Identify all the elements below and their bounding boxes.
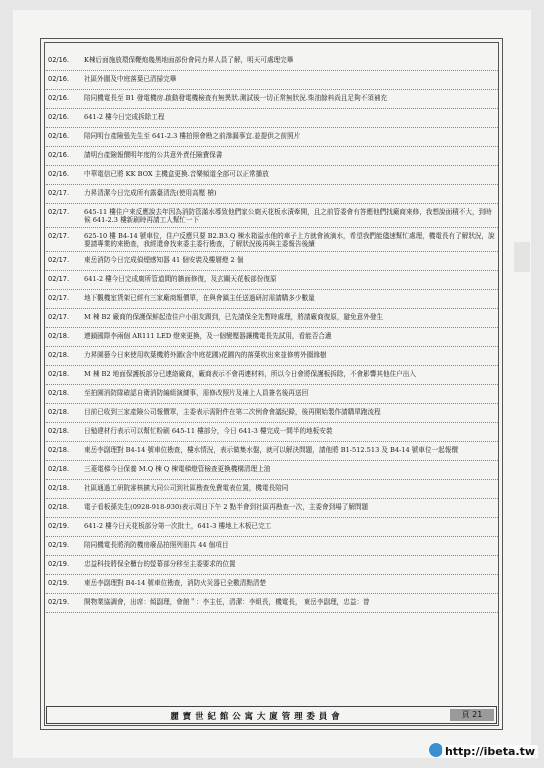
entry-date: 02/17. (48, 256, 70, 265)
entry-text: 社區外圍及中庭落葉已清掃完畢 (84, 75, 177, 83)
entry-date: 02/19. (48, 522, 70, 531)
entry-text: 至拍園消防隊確認自衛消防編組演練事，需修改照片及補上人員簽名後再送回 (84, 389, 309, 398)
entry-date: 02/17. (48, 208, 70, 216)
entry-date: 02/16. (48, 56, 70, 64)
entry-text: 開物業協調會，出席：傾副理，會館＂：李主任，清潔：李組長，機電長， 東岳李副理，忠益：曾 (84, 598, 370, 607)
committee-title: 麗寶世紀館公寓大廈管理委員會 (170, 711, 344, 721)
page-number: 頁 21 (450, 709, 494, 721)
entry-date: 02/18. (48, 389, 70, 398)
entry-text: M 棟 B2 地面保護板部分已連絡廠商，廠商表示不會再連材料，所以今日會將保護板拆除，不會影響其他住户出入 (84, 370, 416, 379)
entry-date: 02/19. (48, 541, 70, 550)
log-entry (46, 185, 498, 204)
entry-text: 625-10 樓 B4-14 號車位，住户反應只要 B2.B3.Q 棟水箱溢水他的車子上方就會被滴水，希望我們能儘速幫忙處理，機電長有了解狀況，說要請專業的來勘查，我經還會找來委主委行勘查，了解狀況後再與主委報告後續 (84, 232, 495, 249)
entry-date: 02/17. (48, 294, 70, 303)
entry-text: 641-2 樓今日完成拆除工程 (84, 113, 165, 121)
entry-text: 連鎖國際李兩個 AR111 LED 燈來更換，及一個變壓器讓機電長先試用，看能否合適 (84, 332, 332, 341)
log-entry (46, 366, 498, 385)
log-entry (46, 290, 498, 309)
entry-text: 東岳李副理對 B4-14 號車位勘查，樓水情況，表示做集水盤，就可以解決問題，請他將 B1-512.513 及 B4-14 號車位一起報價 (84, 446, 458, 455)
log-entry (46, 271, 498, 290)
log-entry (46, 109, 498, 128)
entry-text: 陪同機電長將消防機房廢品拍照列冊共 44 個項目 (84, 541, 229, 550)
entry-date: 02/16. (48, 170, 70, 178)
log-entry (46, 204, 498, 228)
log-entry (46, 461, 498, 480)
entry-date: 02/16. (48, 94, 70, 102)
entry-text: 陪同明台產險張先生至 641-2.3 樓拍照會勘之前滲漏事宜.並提供之前照片 (84, 132, 301, 140)
entry-date: 02/17. (48, 275, 70, 284)
log-entry (46, 556, 498, 575)
log-entry (46, 518, 498, 537)
log-entry (46, 166, 498, 185)
log-entry (46, 328, 498, 347)
entry-date: 02/16. (48, 113, 70, 121)
entry-date: 02/18. (48, 351, 70, 360)
entry-date: 02/18. (48, 465, 70, 474)
log-entry (46, 147, 498, 166)
log-entry (46, 499, 498, 518)
entry-date: 02/17. (48, 313, 70, 322)
entry-date: 02/19. (48, 579, 70, 588)
entry-date: 02/16. (48, 151, 70, 159)
entry-date: 02/18. (48, 332, 70, 341)
watermark-url: http://ibeta.tw (442, 745, 538, 758)
entry-date: 02/19. (48, 560, 70, 569)
entry-date: 02/18. (48, 446, 70, 455)
entry-text: 力昇園藝今日來使用吹葉機將外圍(含中庭花圃)花圃內的落葉吹出來並修剪外圍緣樹 (84, 351, 327, 360)
log-entry (46, 252, 498, 271)
entry-date: 02/18. (48, 427, 70, 436)
entry-date: 02/16. (48, 75, 70, 83)
entry-date: 02/17. (48, 189, 70, 197)
bleed-through-mark (514, 242, 530, 272)
entry-text: 請明台產險報價明年度的公共意外責任險費保書 (84, 151, 223, 159)
entry-text: M 棟 B2 廠商的保護保鮮起造住户小朋友踢到，已先請保全先暫時處理，將請廠商復原，避免意外發生 (84, 313, 384, 322)
log-entry (46, 404, 498, 423)
entry-date: 02/16. (48, 132, 70, 140)
entry-date: 02/18. (48, 370, 70, 379)
log-entry (46, 594, 498, 613)
entry-date: 02/18. (48, 503, 70, 512)
entry-text: 目前已收到三家產險公司報價單，主委表示需附件在第二次例會會議紀錄，後再開始製作請購單跑流程 (84, 408, 381, 417)
log-entry (46, 347, 498, 366)
log-entry (46, 71, 498, 90)
entry-text: K棟后面施放環保鞭炮幾黑地面部份會同力昇人員了解，明天可處理完畢 (84, 56, 294, 64)
entry-text: 中華電信已將 KK BOX 主機盒更換.音樂頻道全部可以正常播放 (84, 170, 269, 178)
log-entry (46, 90, 498, 109)
log-entry (46, 228, 498, 252)
entry-text: 三菱電梯今日保養 M.Q 棟 Q 棟電梯燈管檢查更換機構清理上油 (84, 465, 271, 474)
log-entry (46, 423, 498, 442)
entry-date: 02/17. (48, 232, 70, 241)
log-entry (46, 575, 498, 594)
entry-text: 電子看板孫先生(0928-918-930)表示周日下午 2 點半會到社區再勘查一次，主委會到場了解問題 (84, 503, 369, 512)
entry-text: 東岳消防今日完成偵煙感知器 41 個安裝及樓層燈 2 個 (84, 256, 244, 265)
entry-text: 641-2 樓今日完成廁所管道間的牆面修復，及玄關天花板部份復原 (84, 275, 277, 284)
log-entry (46, 537, 498, 556)
entry-text: 忠益科技將保全櫃台的螢幕部分移至主委要求的位置 (84, 560, 236, 569)
log-entry (46, 480, 498, 499)
work-log-list (46, 52, 498, 702)
entry-text: 地下觀機室貨架已經有三家廠商報價單，在與會鎮主任送過研討需請購多少數量 (84, 294, 315, 303)
entry-text: 641-2 樓今日天花板部分第一次批土，641-3 樓地上木板已完工 (84, 522, 272, 531)
log-entry (46, 52, 498, 71)
log-entry (46, 385, 498, 404)
entry-text: 力昇清潔今日完成所有露臺清洗(使用高壓 槍) (84, 189, 217, 197)
entry-text: 社區通過工研院審核擴大同公司到社區勘查免費電表位置，機電長陪同 (84, 484, 289, 493)
entry-text: 645-11 樓住户來反應說去年因為消防管滿水導致他們家公廁天花板水漬牽開，且之前管委會有答應他們找廠商來修，我想說面積不大，到時候 641-2.3 樓新刷時再請工人幫忙一下 (84, 208, 492, 225)
entry-text: 東岳李副理對 B4-14 號車位勘查，消防火災器已全數清點清楚 (84, 579, 267, 588)
entry-text: 日勉建材行表示可以幫忙粉刷 645-11 樓部分，今日 641-3 樓完成一間半的地板安裝 (84, 427, 333, 436)
log-entry (46, 442, 498, 461)
entry-text: 陪同機電長至 B1 發電機房.啟動發電機檢查有無異狀.測試後一切正常無狀況.柴油餘料尚且足夠不須補充 (84, 94, 388, 102)
log-entry (46, 128, 498, 147)
entry-date: 02/18. (48, 408, 70, 417)
page-footer (46, 706, 497, 724)
log-entry (46, 309, 498, 328)
entry-date: 02/18. (48, 484, 70, 493)
entry-date: 02/19. (48, 598, 70, 607)
